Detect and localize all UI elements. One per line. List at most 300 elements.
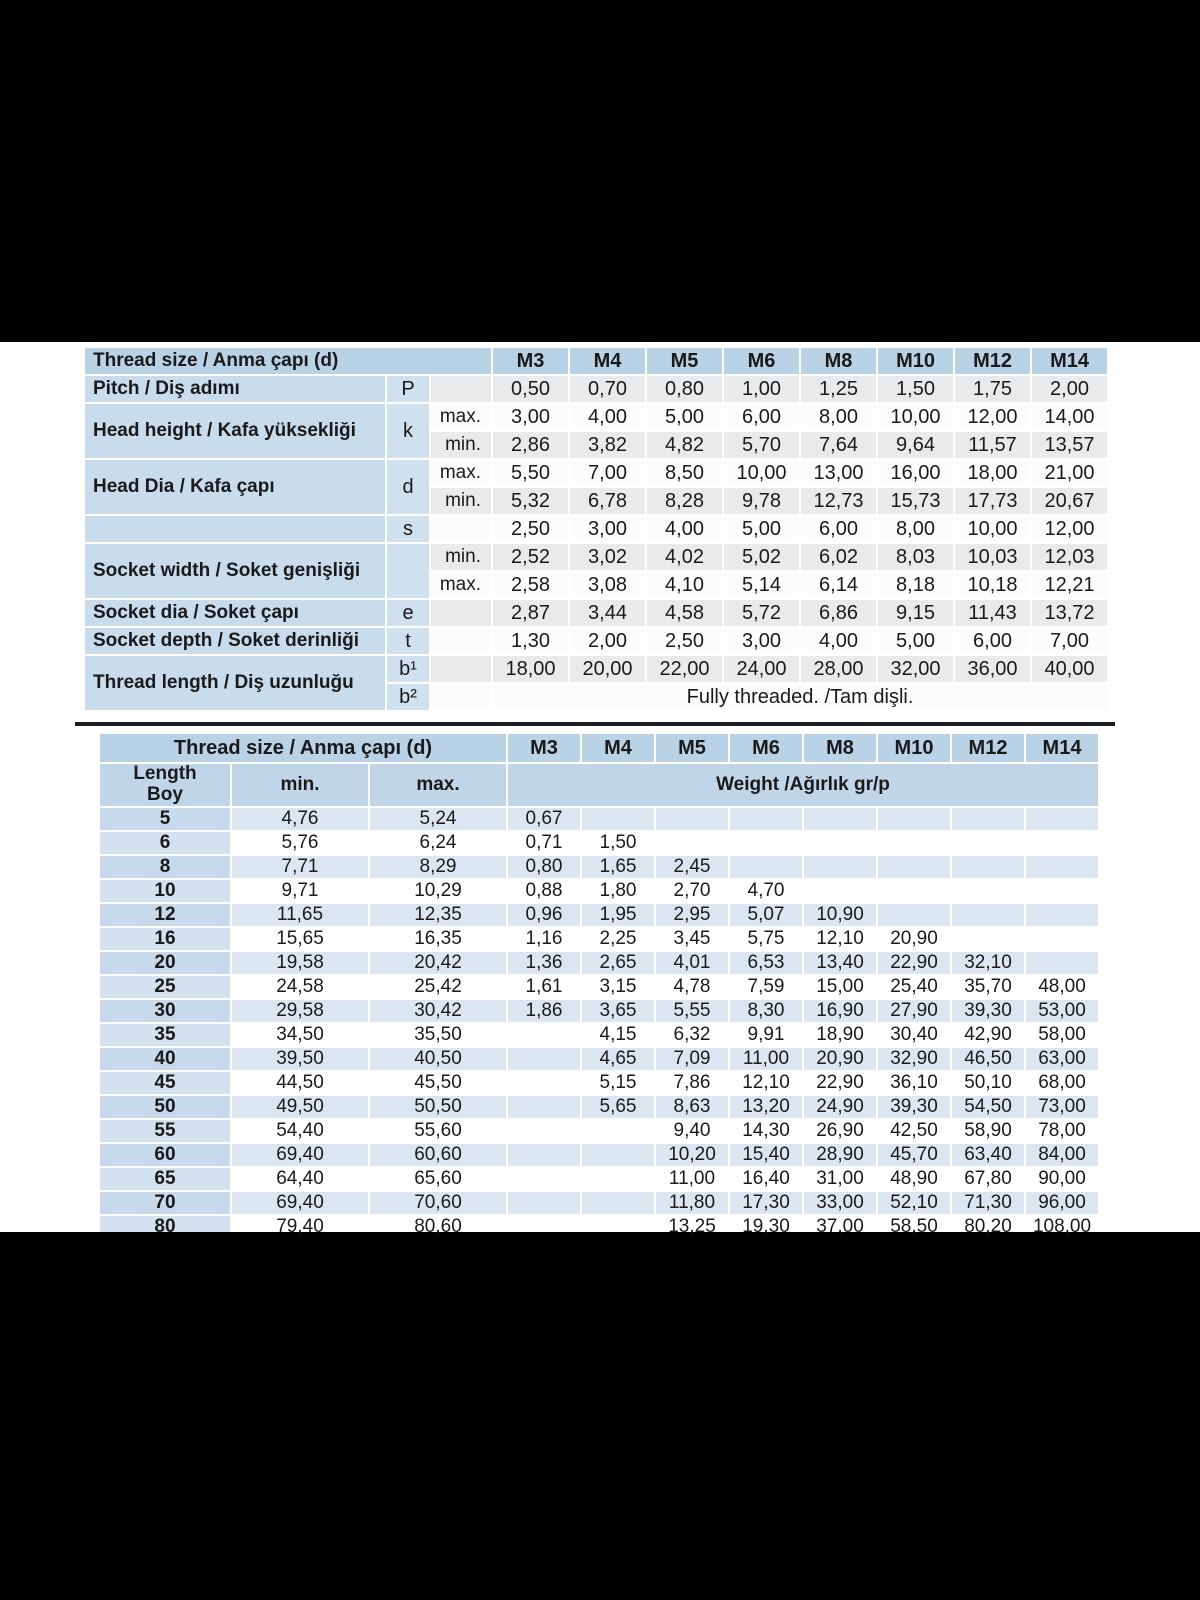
weight-value: 1,36 [508, 952, 582, 976]
weight-value [952, 856, 1026, 880]
weight-value: 16,90 [804, 1000, 878, 1024]
length-value: 5 [100, 808, 232, 832]
dim-row [85, 544, 1109, 572]
weight-table-header-row [100, 734, 1100, 764]
dim-value: 8,50 [647, 460, 724, 488]
weight-value [508, 1024, 582, 1048]
dim-value: 1,25 [801, 376, 878, 404]
weight-value [656, 808, 730, 832]
length-value: 16 [100, 928, 232, 952]
weight-value: 58,50 [878, 1216, 952, 1240]
weight-value: 17,30 [730, 1192, 804, 1216]
weight-value: 50,10 [952, 1072, 1026, 1096]
dim-limit: min. [431, 488, 493, 516]
weight-size-header: M12 [952, 734, 1026, 764]
dim-value: 2,50 [493, 516, 570, 544]
weight-value: 5,07 [730, 904, 804, 928]
weight-value [878, 832, 952, 856]
dim-value: 21,00 [1032, 460, 1109, 488]
catalog-page [0, 342, 1200, 1237]
weight-value: 4,01 [656, 952, 730, 976]
dim-value: 4,58 [647, 600, 724, 628]
weight-value: 1,65 [582, 856, 656, 880]
dim-value: 5,50 [493, 460, 570, 488]
weight-value [1026, 928, 1100, 952]
length-value: 60 [100, 1144, 232, 1168]
length-value: 10 [100, 880, 232, 904]
max-value: 60,60 [370, 1144, 508, 1168]
max-value: 45,50 [370, 1072, 508, 1096]
dim-value: 12,00 [955, 404, 1032, 432]
weight-value: 7,09 [656, 1048, 730, 1072]
weight-value: 27,90 [878, 1000, 952, 1024]
dim-value: 20,00 [570, 656, 647, 684]
dim-row-label: Head Dia / Kafa çapı [85, 460, 387, 516]
min-value: 49,50 [232, 1096, 370, 1120]
weight-row [100, 904, 1100, 928]
dim-value: 6,78 [570, 488, 647, 516]
weight-value [582, 1120, 656, 1144]
max-value: 6,24 [370, 832, 508, 856]
weight-value: 11,00 [730, 1048, 804, 1072]
dim-value: 36,00 [955, 656, 1032, 684]
weight-value [508, 1096, 582, 1120]
weight-value: 53,00 [1026, 1000, 1100, 1024]
dim-value: 24,00 [724, 656, 801, 684]
min-value: 11,65 [232, 904, 370, 928]
dim-symbol: d [387, 460, 431, 516]
dim-value: 20,67 [1032, 488, 1109, 516]
weight-value: 13,25 [656, 1216, 730, 1240]
dim-value: 40,00 [1032, 656, 1109, 684]
dim-limit: min. [431, 432, 493, 460]
weight-value: 3,65 [582, 1000, 656, 1024]
dim-value: 7,00 [570, 460, 647, 488]
weight-value: 13,40 [804, 952, 878, 976]
dim-value: 32,00 [878, 656, 955, 684]
weight-value [804, 880, 878, 904]
dim-row [85, 404, 1109, 432]
length-column-header [100, 764, 232, 808]
dim-value: 6,86 [801, 600, 878, 628]
min-value: 7,71 [232, 856, 370, 880]
dim-value: 3,00 [493, 404, 570, 432]
dim-value: 4,00 [647, 516, 724, 544]
dim-value: 16,00 [878, 460, 955, 488]
weight-row [100, 1096, 1100, 1120]
dim-size-header: M14 [1032, 348, 1109, 376]
weight-value [878, 856, 952, 880]
dim-limit: max. [431, 572, 493, 600]
dim-value: 4,82 [647, 432, 724, 460]
dim-value: 11,43 [955, 600, 1032, 628]
length-value: 25 [100, 976, 232, 1000]
weight-value: 78,00 [1026, 1120, 1100, 1144]
dim-limit: max. [431, 404, 493, 432]
weight-value: 5,75 [730, 928, 804, 952]
dim-symbol [387, 544, 431, 600]
weight-value [508, 1192, 582, 1216]
weight-value: 15,00 [804, 976, 878, 1000]
length-value: 45 [100, 1072, 232, 1096]
dim-symbol: e [387, 600, 431, 628]
dim-value: 3,82 [570, 432, 647, 460]
weight-value: 18,90 [804, 1024, 878, 1048]
length-value: 70 [100, 1192, 232, 1216]
dim-symbol: s [387, 516, 431, 544]
weight-value: 42,50 [878, 1120, 952, 1144]
weight-value [1026, 832, 1100, 856]
dim-value: 9,78 [724, 488, 801, 516]
dim-value: 6,00 [724, 404, 801, 432]
weight-value [952, 808, 1026, 832]
weight-value: 2,95 [656, 904, 730, 928]
dim-value: 13,00 [801, 460, 878, 488]
dim-value: 6,14 [801, 572, 878, 600]
weight-value: 30,40 [878, 1024, 952, 1048]
weight-value: 46,50 [952, 1048, 1026, 1072]
weight-value: 1,80 [582, 880, 656, 904]
min-value: 39,50 [232, 1048, 370, 1072]
weight-value: 22,90 [878, 952, 952, 976]
max-value: 20,42 [370, 952, 508, 976]
weight-value [582, 1144, 656, 1168]
dim-value: 1,00 [724, 376, 801, 404]
weight-value: 7,86 [656, 1072, 730, 1096]
dim-size-header: M10 [878, 348, 955, 376]
length-value: 65 [100, 1168, 232, 1192]
dim-row-label [85, 516, 387, 544]
dim-size-header: M6 [724, 348, 801, 376]
dim-row-label: Thread length / Diş uzunluğu [85, 656, 387, 712]
dim-value: 2,58 [493, 572, 570, 600]
length-value: 6 [100, 832, 232, 856]
dim-row-label: Pitch / Diş adımı [85, 376, 387, 404]
dim-value: 4,00 [570, 404, 647, 432]
weight-value [804, 808, 878, 832]
min-value: 29,58 [232, 1000, 370, 1024]
dim-row-label: Head height / Kafa yüksekliği [85, 404, 387, 460]
dim-value: 17,73 [955, 488, 1032, 516]
dim-row-label: Socket depth / Soket derinliği [85, 628, 387, 656]
max-value: 5,24 [370, 808, 508, 832]
dim-value: 5,70 [724, 432, 801, 460]
weight-row [100, 1120, 1100, 1144]
weight-value: 1,86 [508, 1000, 582, 1024]
weight-value [952, 928, 1026, 952]
dim-value: 2,00 [1032, 376, 1109, 404]
dimension-table-corner-label: Thread size / Anma çapı (d) [85, 348, 493, 376]
weight-size-header: M6 [730, 734, 804, 764]
weight-value [582, 1168, 656, 1192]
dim-row-label: Socket dia / Soket çapı [85, 600, 387, 628]
weight-value: 90,00 [1026, 1168, 1100, 1192]
dim-value: 10,00 [955, 516, 1032, 544]
weight-value: 22,90 [804, 1072, 878, 1096]
dimension-table-body [85, 376, 1109, 712]
weight-value: 58,00 [1026, 1024, 1100, 1048]
weight-value: 58,90 [952, 1120, 1026, 1144]
dim-value: 5,00 [647, 404, 724, 432]
weight-table-body [100, 808, 1100, 1240]
dim-value: 6,00 [955, 628, 1032, 656]
weight-size-header: M5 [656, 734, 730, 764]
dim-size-header: M5 [647, 348, 724, 376]
dim-value: 3,02 [570, 544, 647, 572]
weight-value: 20,90 [878, 928, 952, 952]
dim-value: 2,00 [570, 628, 647, 656]
weight-value [730, 808, 804, 832]
weight-value: 16,40 [730, 1168, 804, 1192]
weight-row [100, 1072, 1100, 1096]
weight-row [100, 1168, 1100, 1192]
weight-value: 0,67 [508, 808, 582, 832]
weight-value: 71,30 [952, 1192, 1026, 1216]
weight-value: 8,30 [730, 1000, 804, 1024]
weight-value: 32,90 [878, 1048, 952, 1072]
min-value: 4,76 [232, 808, 370, 832]
weight-value: 1,50 [582, 832, 656, 856]
weight-row [100, 1192, 1100, 1216]
weight-size-header: M10 [878, 734, 952, 764]
weight-value: 26,90 [804, 1120, 878, 1144]
dim-value: 7,64 [801, 432, 878, 460]
weight-value: 5,55 [656, 1000, 730, 1024]
weight-value [878, 808, 952, 832]
max-value: 35,50 [370, 1024, 508, 1048]
min-value: 64,40 [232, 1168, 370, 1192]
weight-value: 0,88 [508, 880, 582, 904]
min-value: 69,40 [232, 1144, 370, 1168]
weight-row [100, 928, 1100, 952]
dim-value: 13,72 [1032, 600, 1109, 628]
dim-value: 5,02 [724, 544, 801, 572]
weight-value: 0,71 [508, 832, 582, 856]
weight-value: 39,30 [952, 1000, 1026, 1024]
weight-columns-header: Weight /Ağırlık gr/p [508, 764, 1100, 808]
length-value: 80 [100, 1216, 232, 1240]
weight-value [508, 1048, 582, 1072]
dim-size-header: M12 [955, 348, 1032, 376]
length-value: 50 [100, 1096, 232, 1120]
dim-value: 0,80 [647, 376, 724, 404]
weight-value [1026, 904, 1100, 928]
dim-value: 4,10 [647, 572, 724, 600]
weight-value: 1,95 [582, 904, 656, 928]
weight-value: 2,45 [656, 856, 730, 880]
dim-row [85, 516, 1109, 544]
dim-value: 6,02 [801, 544, 878, 572]
weight-size-header: M8 [804, 734, 878, 764]
dim-value: 18,00 [493, 656, 570, 684]
length-value: 8 [100, 856, 232, 880]
dim-value: 2,87 [493, 600, 570, 628]
min-value: 5,76 [232, 832, 370, 856]
dim-value: 13,57 [1032, 432, 1109, 460]
weight-value: 2,65 [582, 952, 656, 976]
weight-value: 11,80 [656, 1192, 730, 1216]
dim-value: 2,86 [493, 432, 570, 460]
dim-value: 28,00 [801, 656, 878, 684]
weight-value: 11,00 [656, 1168, 730, 1192]
dim-value: 8,18 [878, 572, 955, 600]
dim-size-header: M8 [801, 348, 878, 376]
weight-value [656, 832, 730, 856]
dim-limit [431, 684, 493, 712]
dim-size-header: M4 [570, 348, 647, 376]
length-value: 40 [100, 1048, 232, 1072]
max-value: 10,29 [370, 880, 508, 904]
dim-value: 3,00 [724, 628, 801, 656]
weight-value: 31,00 [804, 1168, 878, 1192]
dim-row [85, 628, 1109, 656]
weight-value [1026, 952, 1100, 976]
top-black-margin [0, 0, 1200, 342]
weight-value: 6,32 [656, 1024, 730, 1048]
weight-value [508, 1120, 582, 1144]
weight-value: 39,30 [878, 1096, 952, 1120]
weight-value: 3,45 [656, 928, 730, 952]
dim-limit [431, 628, 493, 656]
weight-row [100, 1000, 1100, 1024]
weight-value: 96,00 [1026, 1192, 1100, 1216]
bottom-black-margin [0, 1232, 1200, 1600]
weight-value [952, 904, 1026, 928]
dim-limit [431, 376, 493, 404]
min-value: 44,50 [232, 1072, 370, 1096]
weight-value [582, 808, 656, 832]
dim-value: 0,50 [493, 376, 570, 404]
weight-value: 28,90 [804, 1144, 878, 1168]
dim-value: 5,00 [878, 628, 955, 656]
weight-value: 5,15 [582, 1072, 656, 1096]
weight-value: 63,00 [1026, 1048, 1100, 1072]
weight-row [100, 1024, 1100, 1048]
dim-value: 5,32 [493, 488, 570, 516]
weight-size-header: M3 [508, 734, 582, 764]
length-value: 35 [100, 1024, 232, 1048]
weight-value: 35,70 [952, 976, 1026, 1000]
weight-value [508, 1072, 582, 1096]
weight-value: 4,15 [582, 1024, 656, 1048]
weight-value: 2,25 [582, 928, 656, 952]
weight-row [100, 856, 1100, 880]
weight-value: 2,70 [656, 880, 730, 904]
dim-value: 10,18 [955, 572, 1032, 600]
weight-row [100, 1048, 1100, 1072]
max-value: 30,42 [370, 1000, 508, 1024]
weight-value: 1,16 [508, 928, 582, 952]
dim-value: 7,00 [1032, 628, 1109, 656]
max-value: 8,29 [370, 856, 508, 880]
max-value: 50,50 [370, 1096, 508, 1120]
weight-value: 84,00 [1026, 1144, 1100, 1168]
max-value: 25,42 [370, 976, 508, 1000]
dimension-table [85, 348, 1109, 712]
weight-value [804, 856, 878, 880]
length-value: 55 [100, 1120, 232, 1144]
weight-value: 67,80 [952, 1168, 1026, 1192]
weight-value: 10,90 [804, 904, 878, 928]
weight-value: 48,00 [1026, 976, 1100, 1000]
weight-value: 12,10 [730, 1072, 804, 1096]
length-value: 12 [100, 904, 232, 928]
weight-table-corner-label: Thread size / Anma çapı (d) [100, 734, 508, 764]
min-value: 79,40 [232, 1216, 370, 1240]
min-value: 69,40 [232, 1192, 370, 1216]
dim-symbol: t [387, 628, 431, 656]
weight-value [878, 904, 952, 928]
length-header-line2: Boy [147, 783, 183, 805]
dim-value: 5,14 [724, 572, 801, 600]
weight-value [582, 1192, 656, 1216]
dim-span-note: Fully threaded. /Tam dişli. [493, 684, 1109, 712]
weight-value: 37,00 [804, 1216, 878, 1240]
weight-value: 3,15 [582, 976, 656, 1000]
weight-value: 73,00 [1026, 1096, 1100, 1120]
weight-value: 13,20 [730, 1096, 804, 1120]
max-value: 12,35 [370, 904, 508, 928]
dim-value: 4,00 [801, 628, 878, 656]
weight-value: 42,90 [952, 1024, 1026, 1048]
weight-value [508, 1168, 582, 1192]
dim-value: 3,08 [570, 572, 647, 600]
weight-value: 10,20 [656, 1144, 730, 1168]
weight-row [100, 1144, 1100, 1168]
max-value: 80,60 [370, 1216, 508, 1240]
dim-value: 0,70 [570, 376, 647, 404]
dim-value: 12,03 [1032, 544, 1109, 572]
dim-value: 8,00 [878, 516, 955, 544]
weight-value: 12,10 [804, 928, 878, 952]
dim-value: 14,00 [1032, 404, 1109, 432]
max-value: 16,35 [370, 928, 508, 952]
dim-row [85, 600, 1109, 628]
dim-value: 1,50 [878, 376, 955, 404]
dim-symbol: b² [387, 684, 431, 712]
weight-value: 45,70 [878, 1144, 952, 1168]
weight-value [952, 880, 1026, 904]
dimension-table-header-row [85, 348, 1109, 376]
dim-symbol: k [387, 404, 431, 460]
weight-value [952, 832, 1026, 856]
dim-value: 18,00 [955, 460, 1032, 488]
dim-value: 15,73 [878, 488, 955, 516]
max-value: 70,60 [370, 1192, 508, 1216]
weight-value: 52,10 [878, 1192, 952, 1216]
weight-value [1026, 808, 1100, 832]
weight-value: 48,90 [878, 1168, 952, 1192]
min-value: 34,50 [232, 1024, 370, 1048]
dim-value: 4,02 [647, 544, 724, 572]
weight-value: 32,10 [952, 952, 1026, 976]
dim-limit [431, 656, 493, 684]
weight-value: 108,00 [1026, 1216, 1100, 1240]
weight-value: 15,40 [730, 1144, 804, 1168]
weight-table [100, 734, 1100, 1240]
section-divider-rule [75, 722, 1115, 726]
max-value: 40,50 [370, 1048, 508, 1072]
weight-value: 25,40 [878, 976, 952, 1000]
weight-value [804, 832, 878, 856]
dim-value: 8,00 [801, 404, 878, 432]
weight-value [730, 856, 804, 880]
dim-limit: max. [431, 460, 493, 488]
min-column-header: min. [232, 764, 370, 808]
weight-value: 68,00 [1026, 1072, 1100, 1096]
dim-value: 10,00 [724, 460, 801, 488]
dim-value: 10,03 [955, 544, 1032, 572]
